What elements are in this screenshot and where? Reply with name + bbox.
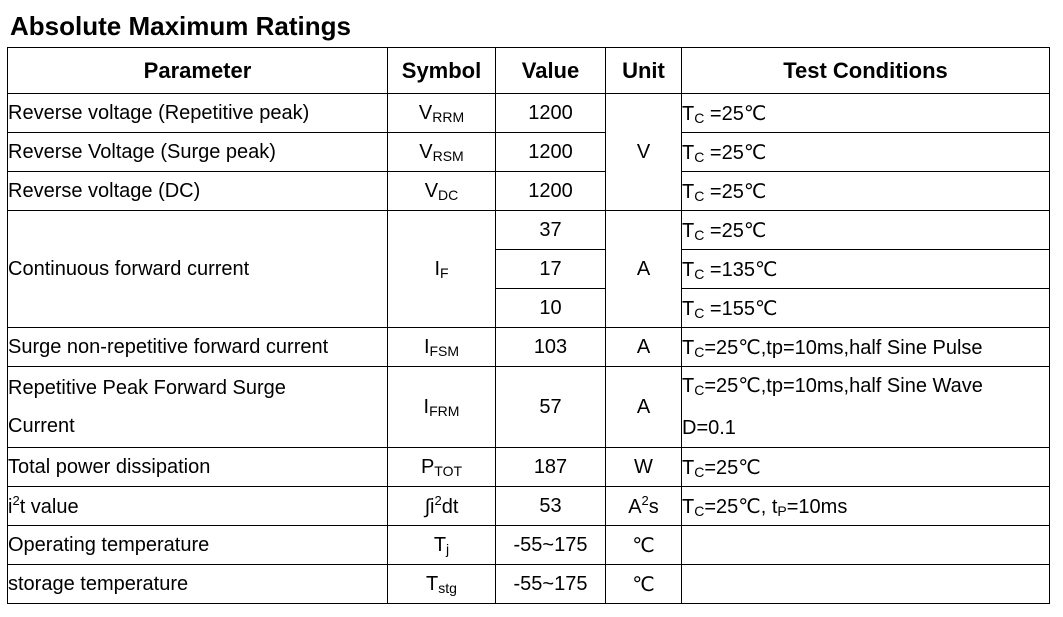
table-header-row xyxy=(8,48,1050,94)
condition-subscript: C xyxy=(694,226,705,243)
symbol-cell xyxy=(388,172,496,211)
symbol-subscript: RRM xyxy=(432,108,465,125)
condition-cell xyxy=(682,448,1050,487)
condition-main: T xyxy=(682,375,695,397)
symbol-main: I xyxy=(434,257,440,280)
condition-rest: =155℃ xyxy=(704,297,778,320)
condition-rest: =25℃ xyxy=(704,180,767,203)
parameter-post: t value xyxy=(19,496,79,518)
unit-cell: V xyxy=(606,94,682,211)
condition-main: T xyxy=(682,297,695,320)
value-cell: 1200 xyxy=(496,94,606,133)
symbol-main: I xyxy=(423,395,430,418)
condition-main: T xyxy=(682,258,695,281)
symbol-subscript: FRM xyxy=(429,402,460,419)
table-row xyxy=(8,94,1050,133)
header-test-conditions: Test Conditions xyxy=(682,48,1050,94)
condition-main: T xyxy=(682,336,695,359)
condition-mid: =25℃, t xyxy=(704,495,778,518)
symbol-superscript: 2 xyxy=(434,493,442,508)
symbol-main: ∫i xyxy=(424,496,435,518)
condition-subscript: C xyxy=(694,304,705,321)
condition-rest: =25℃,tp=10ms,half Sine Pulse xyxy=(704,336,983,359)
parameter-cell xyxy=(8,367,388,448)
condition-line-2: D=0.1 xyxy=(682,417,736,439)
table-row xyxy=(8,172,1050,211)
condition-subscript: C xyxy=(694,343,705,360)
symbol-main: V xyxy=(419,140,433,163)
condition-cell xyxy=(682,133,1050,172)
condition-main: T xyxy=(682,180,695,203)
absolute-maximum-ratings-table xyxy=(7,47,1050,604)
condition-cell xyxy=(682,487,1050,526)
condition-subscript: C xyxy=(694,265,705,282)
header-parameter: Parameter xyxy=(8,48,388,94)
symbol-subscript: DC xyxy=(438,186,459,203)
condition-subscript: C xyxy=(694,148,705,165)
value-cell: 10 xyxy=(496,289,606,328)
condition-subscript-2: P xyxy=(777,502,787,519)
parameter-line-2: Current xyxy=(8,415,75,437)
symbol-cell xyxy=(388,565,496,604)
symbol-main: V xyxy=(424,179,439,202)
symbol-subscript: RSM xyxy=(432,147,464,164)
condition-rest: =25℃ xyxy=(704,219,767,242)
value-cell: 1200 xyxy=(496,133,606,172)
symbol-main: T xyxy=(433,533,447,556)
table-row xyxy=(8,328,1050,367)
table-row xyxy=(8,211,1050,250)
unit-cell: ℃ xyxy=(606,565,682,604)
condition-rest: =10ms xyxy=(786,495,848,518)
value-cell: 1200 xyxy=(496,172,606,211)
parameter-superscript: 2 xyxy=(12,493,20,508)
table-row xyxy=(8,448,1050,487)
table-row xyxy=(8,526,1050,565)
unit-cell: W xyxy=(606,448,682,487)
parameter-cell: storage temperature xyxy=(8,565,388,604)
symbol-main: P xyxy=(420,455,435,478)
parameter-cell: Total power dissipation xyxy=(8,448,388,487)
symbol-subscript: TOT xyxy=(434,462,463,479)
condition-rest: =25℃,tp=10ms,half Sine Wave xyxy=(704,375,983,397)
value-cell: 57 xyxy=(496,367,606,448)
condition-rest: =25℃ xyxy=(704,141,767,164)
condition-cell xyxy=(682,172,1050,211)
symbol-subscript: stg xyxy=(438,579,457,596)
parameter-cell: Operating temperature xyxy=(8,526,388,565)
unit-cell: A xyxy=(606,211,682,328)
condition-main: T xyxy=(682,141,695,164)
table-row xyxy=(8,487,1050,526)
condition-subscript: C xyxy=(694,463,705,480)
symbol-main: I xyxy=(423,335,430,358)
symbol-main: V xyxy=(418,101,433,124)
unit-superscript: 2 xyxy=(641,493,649,508)
condition-subscript: C xyxy=(694,502,705,519)
value-cell: -55~175 xyxy=(496,565,606,604)
table-row xyxy=(8,565,1050,604)
parameter-cell: Reverse voltage (DC) xyxy=(8,172,388,211)
symbol-subscript: j xyxy=(446,540,450,557)
symbol-post: dt xyxy=(441,496,459,518)
condition-subscript: C xyxy=(694,187,705,204)
condition-cell xyxy=(682,328,1050,367)
value-cell: -55~175 xyxy=(496,526,606,565)
value-cell: 187 xyxy=(496,448,606,487)
page-title: Absolute Maximum Ratings xyxy=(10,11,351,41)
condition-cell xyxy=(682,250,1050,289)
parameter-cell: Surge non-repetitive forward current xyxy=(8,328,388,367)
symbol-cell xyxy=(388,94,496,133)
header-value: Value xyxy=(496,48,606,94)
unit-cell: A xyxy=(606,367,682,448)
value-cell: 17 xyxy=(496,250,606,289)
condition-rest: =25℃ xyxy=(704,102,767,125)
parameter-cell xyxy=(8,487,388,526)
parameter-pre: i xyxy=(8,496,13,518)
condition-main: T xyxy=(682,456,695,479)
unit-post: s xyxy=(648,496,659,518)
parameter-cell: Reverse voltage (Repetitive peak) xyxy=(8,94,388,133)
condition-main: T xyxy=(682,219,695,242)
parameter-cell: Reverse Voltage (Surge peak) xyxy=(8,133,388,172)
value-cell: 103 xyxy=(496,328,606,367)
symbol-main: T xyxy=(426,572,439,595)
table-row xyxy=(8,367,1050,448)
unit-cell xyxy=(606,487,682,526)
symbol-cell xyxy=(388,367,496,448)
unit-cell: ℃ xyxy=(606,526,682,565)
unit-main: A xyxy=(628,496,642,518)
unit-cell: A xyxy=(606,328,682,367)
condition-cell xyxy=(682,211,1050,250)
condition-cell xyxy=(682,289,1050,328)
value-cell: 37 xyxy=(496,211,606,250)
condition-cell xyxy=(682,94,1050,133)
symbol-cell xyxy=(388,328,496,367)
symbol-cell xyxy=(388,487,496,526)
condition-rest: =135℃ xyxy=(704,258,778,281)
symbol-subscript: F xyxy=(440,264,449,281)
symbol-cell xyxy=(388,211,496,328)
header-unit: Unit xyxy=(606,48,682,94)
symbol-cell xyxy=(388,133,496,172)
condition-rest: =25℃ xyxy=(704,456,761,479)
condition-cell-empty xyxy=(682,565,1050,604)
value-cell: 53 xyxy=(496,487,606,526)
symbol-cell xyxy=(388,526,496,565)
header-symbol: Symbol xyxy=(388,48,496,94)
condition-main: T xyxy=(682,102,695,125)
condition-subscript: C xyxy=(694,109,705,126)
parameter-cell: Continuous forward current xyxy=(8,211,388,328)
symbol-cell xyxy=(388,448,496,487)
condition-cell-empty xyxy=(682,526,1050,565)
condition-subscript: C xyxy=(694,382,705,398)
condition-cell xyxy=(682,367,1050,448)
parameter-line-1: Repetitive Peak Forward Surge xyxy=(8,377,286,399)
table-row xyxy=(8,133,1050,172)
condition-main: T xyxy=(682,495,695,518)
symbol-subscript: FSM xyxy=(429,342,460,359)
